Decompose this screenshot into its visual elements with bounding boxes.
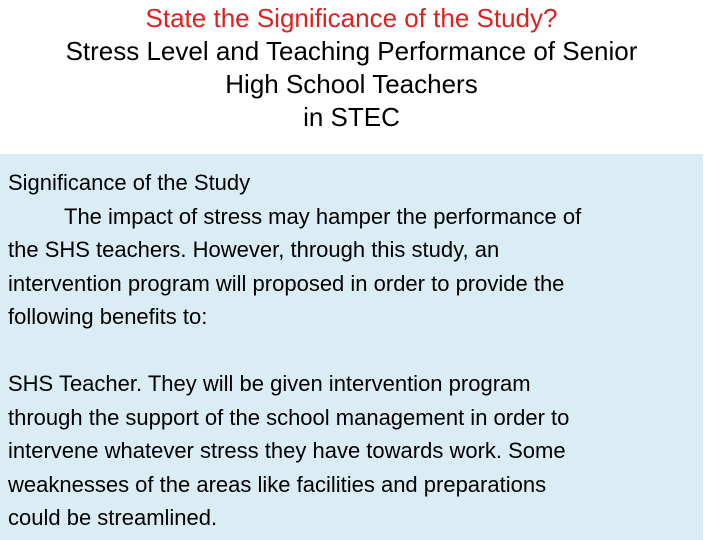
teacher-line: SHS Teacher. They will be given intervention program [8,371,531,396]
title-line-3: High School Teachers [225,69,478,99]
slide-title [0,2,703,134]
title-line-2: Stress Level and Teaching Performance of Senior [65,36,638,66]
paragraph-line-text: The impact of stress may hamper the performance of [64,203,582,229]
paragraph-gap [8,334,698,368]
teacher-line: weaknesses of the areas like facilities and preparations [8,471,547,497]
paragraph-line [8,200,698,234]
paragraph-line: the SHS teachers. However, through this study, an [8,237,500,262]
content-text [8,166,698,535]
teacher-line: could be streamlined. [8,505,218,530]
section-heading: Significance of the Study [8,170,251,195]
paragraph-line: intervention program will proposed in order to provide the [8,270,565,296]
title-line-4: in STEC [303,102,400,132]
teacher-line: intervene whatever stress they have towards work. Some [8,438,566,463]
content-box [0,154,703,540]
title-question: State the Significance of the Study? [145,3,558,33]
teacher-line: through the support of the school management in order to [8,404,570,430]
paragraph-line: following benefits to: [8,304,208,329]
